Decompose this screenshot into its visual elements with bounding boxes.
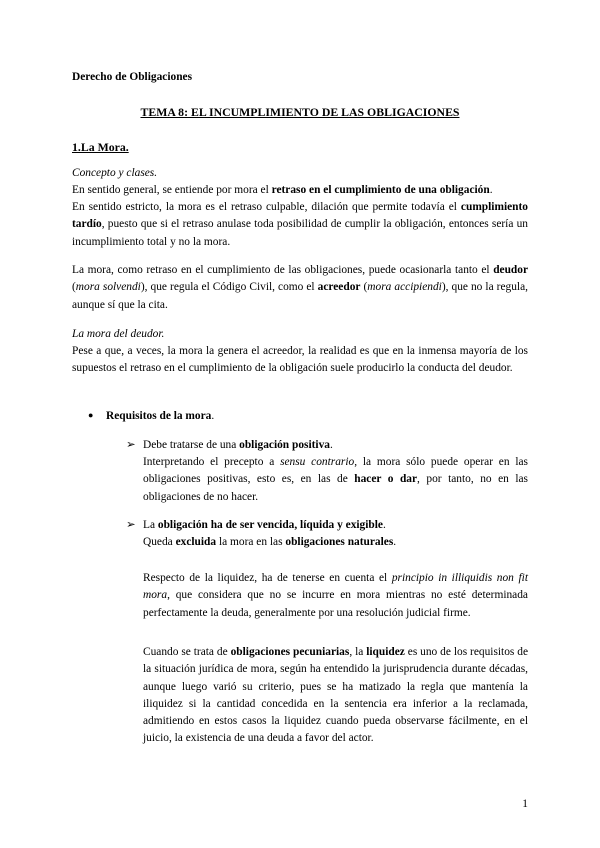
p3-text-g: (	[360, 281, 368, 294]
p3-text-i: ), que no la regula, aunque sí que la cita.	[72, 281, 528, 311]
bullet-requirements	[88, 407, 214, 425]
paragraph-strict-sense	[72, 199, 528, 251]
p3-text-c: (	[72, 281, 76, 294]
debtor-heading: La mora del deudor.	[72, 328, 165, 340]
req1-text-a: Debe tratarse de una	[143, 439, 240, 451]
p6-text-e: es uno de los requisitos de la situación jurídica de mora, según ha entendido la jurisprudencia durante décadas, aunque luego varió su criterio, pues se ha matizado la regla que mantenía la iliquidez si la cantidad concedida en la sentencia era inferior a la reclamada, admitiendo en estos casos la liquidez cuando pueda observarse fácilmente, en el juicio, la existencia de una deuda a favor del actor.	[143, 646, 528, 745]
p3-mora-solvendi: mora solvendi	[75, 281, 141, 294]
paragraph-mora-parties	[72, 262, 528, 314]
p2-text-c: , puesto que si el retraso anulase toda posibilidad de cumplir la obligación, entonces sería un incumplimiento total y no la mora.	[72, 218, 528, 248]
paragraph-debtor: Pese a que, a veces, la mora la genera el acreedor, la realidad es que en la inmensa mayoría de los supuestos el retraso en el cumplimiento de la obligación suele producirlo la conducta del deudor.	[72, 345, 528, 375]
req2-q-e: .	[393, 536, 397, 548]
p1-text-a: En sentido general, se entiende por mora el	[72, 184, 272, 196]
p5-text-c: , que considera que no se incurre en mora mientras no esté determinada perfectamente la deuda, generalmente por una resolución judicial firme.	[143, 589, 528, 619]
p2-bold: cumplimiento tardío	[72, 201, 528, 231]
p6-pecuniarias: obligaciones pecuniarias	[230, 646, 350, 658]
bullet-tail: .	[211, 410, 215, 422]
requirement-positive-body	[143, 454, 528, 506]
req2-q-c: la mora en las	[216, 536, 286, 548]
document-header: Derecho de Obligaciones	[72, 71, 193, 83]
p6-text-a: Cuando se trata de	[143, 646, 231, 658]
p5-principle: principio in illiquidis non fit mora	[143, 572, 528, 602]
req1-body-e: , por tanto, no en las obligaciones de no hacer.	[143, 473, 528, 503]
topic-title: TEMA 8: EL INCUMPLIMIENTO DE LAS OBLIGACIONES	[140, 105, 460, 119]
p3-mora-accipiendi: mora accipiendi	[367, 281, 442, 294]
req2-text-a: La	[143, 519, 158, 531]
section-heading: 1.La Mora.	[72, 140, 129, 154]
p3-text-e: ), que regula el Código Civil, como el	[140, 281, 318, 294]
p1-text-c: .	[489, 184, 493, 196]
req1-body-c: , la mora sólo puede operar en las obligaciones positivas, esto es, en las de	[143, 456, 528, 486]
bullet-label: Requisitos de la mora	[106, 410, 212, 422]
paragraph-pecuniary	[143, 644, 528, 748]
req1-bold: obligación positiva	[239, 439, 330, 451]
requirement-positive	[143, 437, 528, 454]
req1-hacer-o-dar: hacer o dar	[354, 473, 418, 486]
paragraph-liquidity	[143, 570, 528, 622]
concept-heading: Concepto y clases.	[72, 167, 158, 179]
bullet-dot-icon: ●	[88, 410, 94, 420]
req2-text-c: .	[382, 519, 386, 531]
p3-acreedor: acreedor	[317, 281, 361, 294]
p6-text-c: , la	[349, 646, 367, 658]
p1-bold: retraso en el cumplimiento de una obligación	[271, 184, 490, 196]
requirement-natural-excluded	[143, 534, 528, 551]
req2-bold: obligación ha de ser vencida, líquida y exigible	[157, 519, 383, 531]
req2-excluida: excluida	[175, 536, 217, 548]
p2-text-a: En sentido estricto, la mora es el retraso culpable, dilación que permite todavía el	[72, 201, 461, 213]
p6-liquidez: liquidez	[366, 646, 405, 658]
req2-obligaciones-naturales: obligaciones naturales	[285, 536, 394, 548]
arrow-bullet-icon: ➢	[126, 439, 136, 451]
req1-sensu-contrario: sensu contrario	[280, 456, 355, 468]
req2-q-a: Queda	[143, 536, 176, 548]
requirement-due-liquid	[143, 517, 528, 534]
req1-text-c: .	[329, 439, 333, 451]
p3-text-a: La mora, como retraso en el cumplimiento de las obligaciones, puede ocasionarla tanto el	[72, 264, 494, 276]
p3-deudor: deudor	[493, 264, 528, 276]
req1-body-a: Interpretando el precepto a	[143, 456, 281, 468]
page-number: 1	[522, 798, 528, 810]
paragraph-general-sense	[72, 182, 528, 199]
arrow-bullet-icon: ➢	[126, 519, 136, 531]
p5-text-a: Respecto de la liquidez, ha de tenerse en cuenta el	[143, 572, 392, 584]
